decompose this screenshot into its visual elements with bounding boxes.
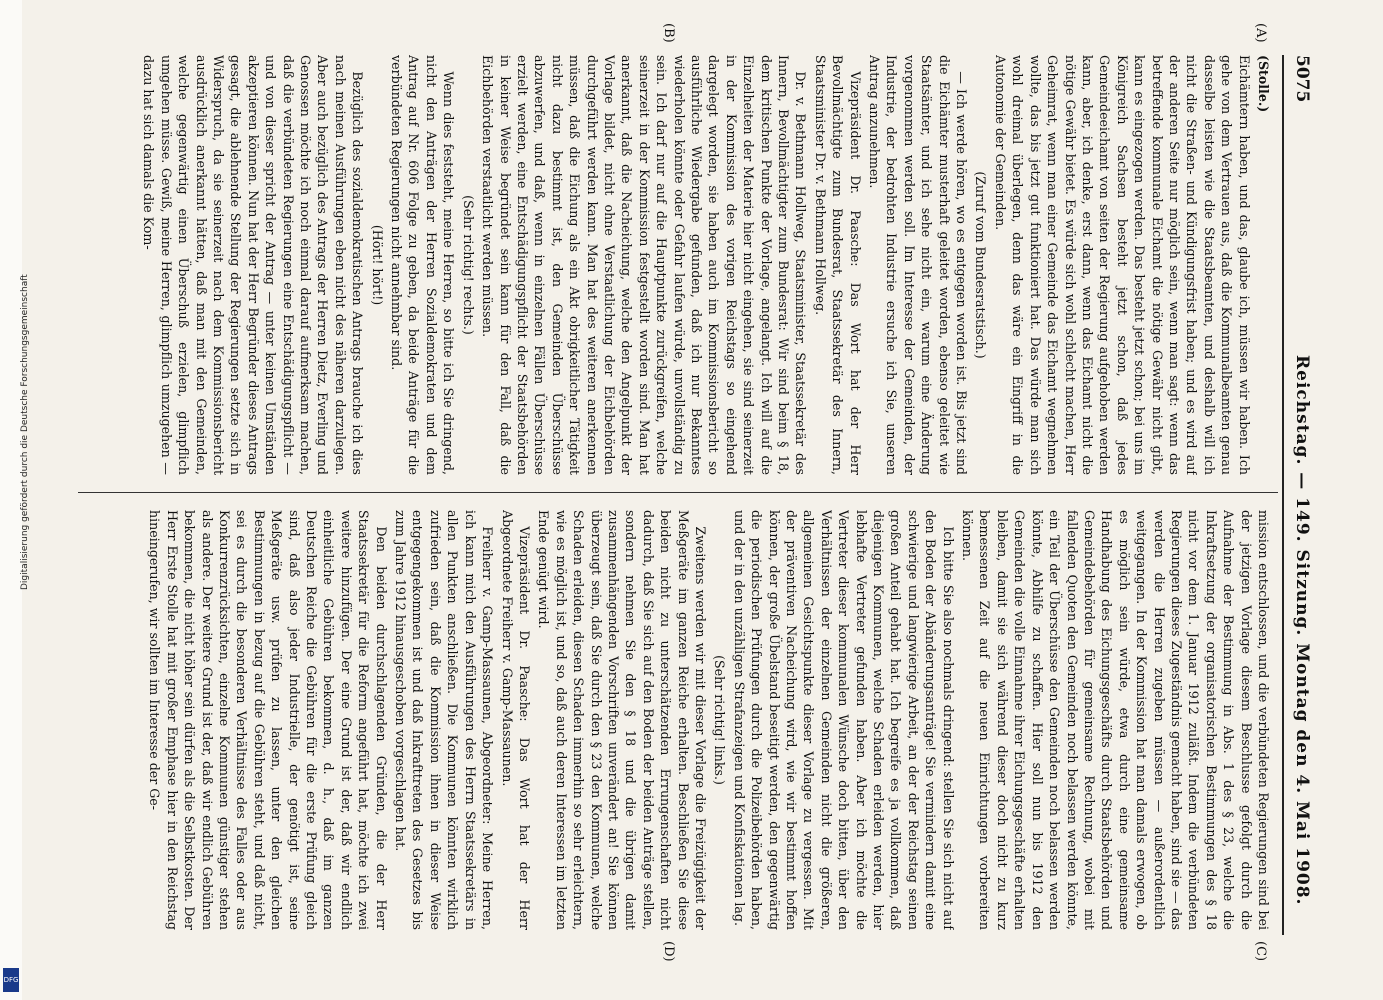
interjection: (Zuruf vom Bundesratstisch.): [973, 171, 989, 359]
left-column-text: [140, 55, 1253, 475]
page-header: [1282, 55, 1316, 935]
paragraph: — Ich werde hören, wo es entgegen worden ist. Bis jetzt sind die Eichämter musterhaft geleitet worden, ebenso geleitet wie Staatsämter, und ich sehe nicht ein, warum eine Änderung vorgenommen werden soll. Im Interesse der Gemeinden, der Industrie, der bedrohten Industrie ersuche ich Sie, unseren Antrag anzunehmen.: [867, 55, 970, 475]
page-number: 5075: [1292, 55, 1312, 103]
paragraph: mission entschlossen, und die verbündeten Regierungen sind bei der jetzigen Vorlage diesem Beschlusse gefolgt durch die Aufnahme der Bestimmung in Abs. 1 des § 23, welche die Inkraftsetzung der organisatorischen Bestimmungen des § 18 nicht vor dem 1. Januar 1912 zuläßt. Indem die verbündeten Regierungen dieses Zugeständnis gemacht haben, sind sie — das werden die Herren zugeben müssen — außerordentlich weitgegangen. In der Kommission hat man damals erwogen, ob es möglich sein würde, etwa durch eine gemeinsame Handhabung des Eichungsgeschäfts durch Staatsbehörden und Gemeindebehörden für gemeinsame Rechnung, wobei mit fallenden Quoten den Gemeinden noch belassen werden könnte, ein Teil der Überschüsse den Gemeinden noch belassen werden könnte, Abhilfe zu schaffen. Hier soll nun bis 1912 den Gemeinden die volle Einnahme ihrer Eichungsgeschäfte erhalten bleiben, damit sie sich während dieser doch nicht zu kurz bemessenen Zeit auf die neuen Einrichtungen vorbereiten können.: [960, 510, 1271, 930]
margin-marker-a: (A): [1253, 23, 1268, 43]
paragraph: Den beiden durchschlagenden Gründen, die der Herr Staatssekretär für die Reform angeführt hat, möchte ich zwei weitere hinzufügen. Der eine Grund ist der, daß wir endlich einheitliche Gebühren bekommen, d. h., daß im ganzen Deutschen Reiche die Gebühren für die erste Prüfung gleich sind, daß also jeder Industrielle, der genötigt ist, seine Meßgeräte usw. prüfen zu lassen, unter den gleichen Bestimmungen in bezug auf die Gebühren steht, und daß nicht, sei es durch die besonderen Verhältnisse des Falles oder aus Konkurrenzrücksichten, einzelne Kommunen günstiger stehen als andere. Der weitere Grund ist der, daß wir endlich Gebühren bekommen, die nicht höher sein dürfen als die Selbstkosten. Der Herr Erste Stolle hat mit großer Emphase hier in den Reichstag hineingerufen, wir sollten im Interesse der Ge-: [147, 510, 389, 930]
margin-marker-c: (C): [1253, 941, 1268, 962]
paragraph: Vizepräsident Dr. Paasche: Das Wort hat der Herr Bevollmächtigte zum Bundesrat, Staatssekretär des Innern, Staatsminister Dr. v. Bethmann Hollweg.: [812, 55, 863, 475]
digitization-strip: [0, 0, 30, 1000]
right-column: [82, 510, 1272, 930]
paragraph: Dr. v. Bethmann Hollweg, Staatsminister, Staatssekretär des Innern, Bevollmächtigter zum Bundesrat: Wir sind beim § 18, dem kritischen Punkte der Vorlage, angelangt. Ich will auf die Einzelheiten der Materie hier nicht eingehen, sie sind seinerzeit in der Kommission des vorigen Reichstags so eingehend dargelegt worden, sie haben auch im Kommissionsbericht so ausführliche Wiedergabe gefunden, daß ich nur Bekanntes wiederholen könnte oder Gefahr laufen würde, unvollständig zu sein. Ich darf nur auf die Hauptpunkte zurückgreifen, welche seinerzeit in der Kommission festgestellt worden sind. Man hat anerkannt, daß die Nacheichung, welche den Angelpunkt der Vorlage bildet, nicht ohne Verstaatlichung der Eichbehörden durchgeführt werden kann. Man hat des weiteren anerkennen müssen, daß die Eichung als ein Akt obrigkeitlicher Tätigkeit nicht dazu bestimmt ist, den Gemeinden Überschüsse abzuwerfen, und daß, wenn in einzelnen Fällen Überschüsse erzielt werden, eine Entschädigungspflicht der Staatsbehörden in keiner Weise begründet sein kann für den Fall, daß die Eichbehörden verstaatlicht werden müssen.: [480, 55, 809, 475]
interjection: (Sehr richtig! links.): [712, 655, 728, 785]
paragraph: Ich bitte Sie also nochmals dringend: stellen Sie sich nicht auf den Boden der Abänderungsanträge! Sie vermindern damit eine schwierige und langwierige Arbeit, an der der Reichstag seinen großen Anteil gehabt hat. Ich begreife es ja vollkommen, daß diejenigen Kommunen, welche Schaden erleiden werden, hier lebhafte Vertreter gefunden haben. Aber ich möchte die Vertreter dieser kommunalen Wünsche doch bitten, über den Verhältnissen der einzelnen Gemeinden nicht die größeren, allgemeinen Gesichtspunkte dieser Vorlage zu vergessen. Mit der präventiven Nacheichung wird, wie wir bestimmt hoffen können, der große Übelstand beseitigt werden, den gegenwärtig die periodischen Prüfungen durch die Polizeibehörden haben, und der in den unzähligen Strafanzeigen und Konfiskationen lag.: [731, 510, 956, 930]
paragraph: Bezüglich des sozialdemokratischen Antrags brauche ich dies nach meinen Ausführungen eben nicht des näheren darzulegen. Aber auch bezüglich des Antrags der Herren Dietz, Everling und Genossen möchte ich noch einmal darauf aufmerksam machen, daß die verbündeten Regierungen eine Entschädigungspflicht — und von dieser spricht der Antrag — unter keinen Umständen akzeptieren können. Nun hat der Herr Begründer dieses Antrags gesagt, die ablehnende Stellung der Regierungen setzte sich in Widerspruch, da sie seinerzeit nach dem Kommissionsbericht ausdrücklich anerkannt hätten, daß man mit den Gemeinden, welche gegenwärtig einen Überschuß erzielen, glimpflich umgehen müsse. Gewiß, meine Herren, glimpflich umzugehen — dazu hat sich damals die Kom-: [141, 55, 366, 475]
paragraph: Freiherr v. Gamp-Massaunen, Abgeordneter: Meine Herren, ich kann mich den Ausführungen des Herrn Staatssekretärs in allen Punkten anschließen. Die Kommunen könnten wirklich zufrieden sein, daß die Kommission ihnen in dieser Weise entgegengekommen ist und daß Inkrafttreten des Gesetzes bis zum Jahre 1912 hinausgeschoben vorgeschlagen hat.: [393, 510, 496, 930]
interjection: (Sehr richtig! rechts.): [460, 195, 476, 335]
rotated-document-page: [66, 23, 1316, 962]
column-divider: [78, 492, 1278, 493]
page-title: Reichstag. — 149. Sitzung. Montag den 4. Mai 1908.: [1292, 355, 1312, 906]
continued-speaker: (Stolle.): [1256, 55, 1271, 113]
margin-marker-d: (D): [661, 941, 676, 962]
left-column: [82, 55, 1272, 475]
dfg-logo: DFG: [3, 968, 19, 992]
paragraph: Vizepräsident Dr. Paasche: Das Wort hat der Herr Abgeordnete Freiherr v. Gamp-Massaunen.: [499, 510, 532, 930]
paragraph: Wenn dies feststeht, meine Herren, so bitte ich Sie dringend, nicht den Anträgen der Herren Sozialdemokraten und dem Antrag auf Nr. 606 Folge zu geben, da beide Anträge für die verbündeten Regierungen nicht annehmbar sind.: [389, 55, 457, 475]
header-rule: [1282, 55, 1284, 935]
paragraph: Zweitens werden wir mit dieser Vorlage die Freizügigkeit der Meßgeräte im ganzen Reiche erhalten. Beschließen Sie diese beiden nicht zu unterschätzenden Errungenschaften nicht dadurch, daß Sie sich auf den Boden der beiden Anträge stellen, sondern nehmen Sie den § 18 und die übrigen damit zusammenhängenden Vorschriften unverändert an! Sie können überzeugt sein, daß Sie durch den § 23 den Kommunen, welche Schaden erleiden, diesen Schaden immerhin so sehr erleichtern, wie es möglich ist, und so, daß auch deren Interessen im letzten Ende genügt wird.: [536, 510, 708, 930]
interjection: (Hört! hört!): [369, 224, 385, 306]
paragraph: Eichämtern haben, und das, glaube ich, müssen wir haben. Ich gehe von dem Vertrauen aus, daß die Kommunalbeamten genau dasselbe leisten wie die Staatsbeamten, und deshalb will ich nicht die Straßen- und Kündigungsfrist haben; und es wird auf der anderen Seite nur möglich sein, wenn man sagt: wenn das betreffende kommunale Eichamt die nötige Gewähr nicht gibt, kann es eingezogen werden. Das besteht jetzt schon; bei uns im Königreich Sachsen besteht jetzt schon, daß jedes Gemeindeeichamt von seiten der Regierung aufgehoben werden kann, aber, ich denke, erst dann, wenn das Eichamt nicht die nötige Gewähr bietet. Es würde sich wohl schlecht machen, Herr Geheimrat, wenn man einer Gemeinde das Eichamt wegnehmen wollte, das bis jetzt gut funktioniert hat. Das würde man sich wohl dreimal überlegen, denn das wäre ein Eingriff in die Autonomie der Gemeinden.: [992, 55, 1252, 475]
digitization-credit: Digitalisierung gefördert durch die Deutsche Forschungsgemeinschaft: [20, 274, 30, 590]
right-column-text: [146, 510, 1272, 930]
margin-marker-b: (B): [661, 23, 676, 43]
